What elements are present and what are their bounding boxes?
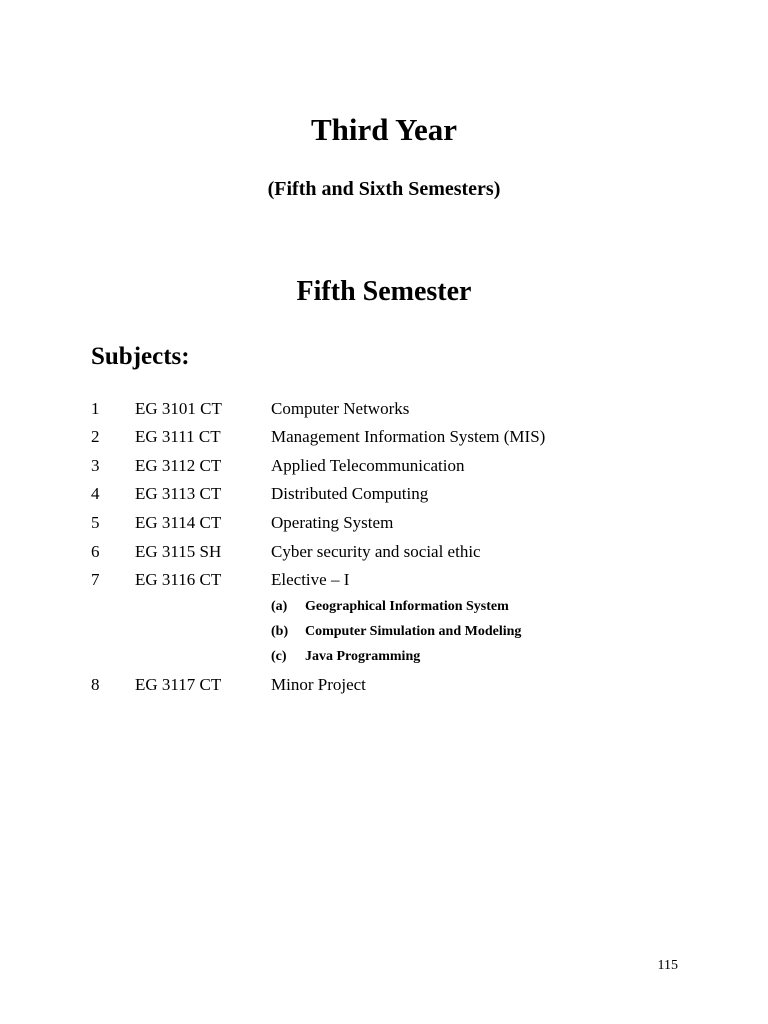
semester-heading: Fifth Semester — [296, 276, 472, 307]
elective-option-label: (b) — [271, 624, 289, 639]
page-title: Third Year — [310, 112, 458, 147]
subject-name: Management Information System (MIS) — [271, 427, 546, 446]
subject-row — [0, 454, 768, 478]
elective-option — [0, 622, 768, 642]
subject-row — [0, 425, 768, 449]
subject-code: EG 3101 CT — [135, 399, 222, 418]
page-subtitle: (Fifth and Sixth Semesters) — [267, 178, 501, 200]
subject-code: EG 3113 CT — [135, 484, 222, 503]
subject-name: Minor Project — [271, 675, 366, 694]
elective-option-label: (a) — [271, 599, 288, 614]
subject-number: 8 — [91, 675, 100, 694]
subject-row — [0, 482, 768, 506]
subject-name: Elective – I — [271, 570, 350, 589]
subject-number: 1 — [91, 399, 100, 418]
elective-option-text: Computer Simulation and Modeling — [305, 624, 522, 639]
subject-code: EG 3112 CT — [135, 456, 222, 475]
subject-number: 2 — [91, 427, 100, 446]
subject-row — [0, 397, 768, 421]
elective-option — [0, 647, 768, 667]
elective-option-label: (c) — [271, 649, 287, 664]
subjects-heading: Subjects: — [91, 343, 190, 370]
subject-row — [0, 673, 768, 697]
page-number: 115 — [657, 958, 678, 973]
subject-number: 6 — [91, 542, 100, 561]
elective-option — [0, 597, 768, 617]
subject-row — [0, 511, 768, 535]
subject-row — [0, 568, 768, 592]
subject-code: EG 3114 CT — [135, 513, 222, 532]
subject-code: EG 3116 CT — [135, 570, 222, 589]
subject-name: Computer Networks — [271, 399, 410, 418]
subject-number: 5 — [91, 513, 100, 532]
subject-code: EG 3111 CT — [135, 427, 221, 446]
subject-number: 7 — [91, 570, 100, 589]
subject-name: Operating System — [271, 513, 394, 532]
subject-name: Cyber security and social ethic — [271, 542, 481, 561]
subject-name: Applied Telecommunication — [271, 456, 465, 475]
subject-name: Distributed Computing — [271, 484, 429, 503]
elective-option-text: Java Programming — [305, 649, 421, 664]
subject-number: 4 — [91, 484, 100, 503]
subject-row — [0, 540, 768, 564]
elective-option-text: Geographical Information System — [305, 599, 509, 614]
subject-code: EG 3115 SH — [135, 542, 222, 561]
subject-number: 3 — [91, 456, 100, 475]
subject-code: EG 3117 CT — [135, 675, 222, 694]
